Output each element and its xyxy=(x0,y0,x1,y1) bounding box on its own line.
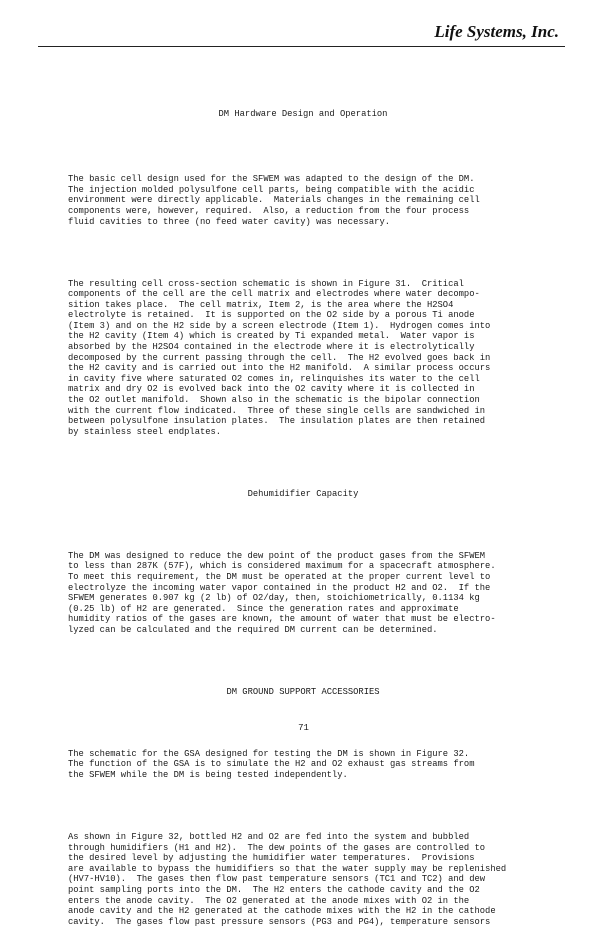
text-line: (0.25 lb) of H2 are generated. Since the generation rates and approximate xyxy=(68,603,459,614)
text-line: fluid cavities to three (no feed water cavity) was necessary. xyxy=(68,216,391,227)
page-number: 71 xyxy=(298,723,309,733)
text-line: The function of the GSA is to simulate the H2 and O2 exhaust gas streams from xyxy=(68,759,475,770)
text-line: components were, however, required. Also, a reduction from the four process xyxy=(68,205,470,216)
section-heading-dehumidifier: Dehumidifier Capacity xyxy=(247,488,359,499)
text-line: the desired level by adjusting the humidifier water temperatures. Provisions xyxy=(68,853,475,864)
text-line: decomposed by the current passing through the cell. The H2 evolved goes back in xyxy=(68,352,491,363)
document-body xyxy=(68,88,538,938)
text-line: SFWEM generates 0.907 kg (2 lb) of O2/day, then, stoichiometrically, 0.1134 kg xyxy=(68,593,480,604)
paragraph xyxy=(68,832,538,927)
text-line: cavity. The gases flow past pressure sensors (PG3 and PG4), temperature sensors xyxy=(68,916,491,927)
text-line: absorbed by the H2SO4 contained in the electrode where it is electrolytically xyxy=(68,342,475,353)
text-line: components of the cell are the cell matrix and electrodes where water decompo- xyxy=(68,289,480,300)
text-line: in cavity five where saturated O2 comes in, relinquishes its water to the cell xyxy=(68,373,480,384)
text-line: (HV7-HV10). The gases then flow past temperature sensors (TC1 and TC2) and dew xyxy=(68,874,486,885)
text-line: with the current flow indicated. Three of these single cells are sandwiched in xyxy=(68,405,486,416)
text-line: the H2 cavity (Item 4) which is created by Ti expanded metal. Water vapor is xyxy=(68,331,475,342)
text-line: to less than 287K (57F), which is considered maximum for a spacecraft atmosphere. xyxy=(68,561,496,572)
text-line: are available to bypass the humidifiers so that the water supply may be replenished xyxy=(68,863,507,874)
text-line: The resulting cell cross-section schematic is shown in Figure 31. Critical xyxy=(68,278,464,289)
section-heading-gsa: DM GROUND SUPPORT ACCESSORIES xyxy=(226,686,380,697)
text-line: between polysulfone insulation plates. The insulation plates are then retained xyxy=(68,416,486,427)
text-line: The DM was designed to reduce the dew point of the product gases from the SFWEM xyxy=(68,550,486,561)
text-line: sition takes place. The cell matrix, Item 2, is the area where the H2SO4 xyxy=(68,299,454,310)
header-rule xyxy=(38,46,565,47)
text-line: through humidifiers (H1 and H2). The dew points of the gases are controlled to xyxy=(68,842,486,853)
paragraph xyxy=(68,174,538,227)
text-line: electrolyze the incoming water vapor contained in the product H2 and O2. If the xyxy=(68,582,491,593)
text-line: The basic cell design used for the SFWEM was adapted to the design of the DM. xyxy=(68,174,475,185)
text-line: matrix and dry O2 is evolved back into the O2 cavity where it is collected in xyxy=(68,384,475,395)
text-line: The injection molded polysulfone cell parts, being compatible with the acidic xyxy=(68,184,475,195)
paragraph xyxy=(68,551,538,636)
text-line: (Item 3) and on the H2 side by a screen electrode (Item 1). Hydrogen comes into xyxy=(68,320,491,331)
text-line: electrolyte is retained. It is supported on the O2 side by a porous Ti anode xyxy=(68,310,475,321)
section-heading-hardware: DM Hardware Design and Operation xyxy=(218,109,388,120)
text-line: lyzed can be calculated and the required DM current can be determined. xyxy=(68,624,438,635)
text-line: The schematic for the GSA designed for testing the DM is shown in Figure 32. xyxy=(68,748,470,759)
text-line: point sampling ports into the DM. The H2 enters the cathode cavity and the O2 xyxy=(68,884,480,895)
text-line: the O2 outlet manifold. Shown also in the schematic is the bipolar connection xyxy=(68,395,480,406)
text-line: As shown in Figure 32, bottled H2 and O2 are fed into the system and bubbled xyxy=(68,832,470,842)
paragraph xyxy=(68,279,538,438)
company-logo-text: Life Systems, Inc. xyxy=(434,22,559,41)
text-line: by stainless steel endplates. xyxy=(68,426,222,437)
text-line: To meet this requirement, the DM must be operated at the proper current level to xyxy=(68,571,491,582)
paragraph xyxy=(68,749,538,781)
text-line: humidity ratios of the gases are known, the amount of water that must be electro- xyxy=(68,614,496,625)
text-line: environment were directly applicable. Materials changes in the remaining cell xyxy=(68,195,480,206)
text-line: the SFWEM while the DM is being tested independently. xyxy=(68,770,348,781)
text-line: enters the anode cavity. The O2 generated at the anode mixes with O2 in the xyxy=(68,895,470,906)
text-line: the H2 cavity and is carried out into the H2 manifold. A similar process occurs xyxy=(68,363,491,374)
text-line: anode cavity and the H2 generated at the cathode mixes with the H2 in the cathode xyxy=(68,906,496,917)
